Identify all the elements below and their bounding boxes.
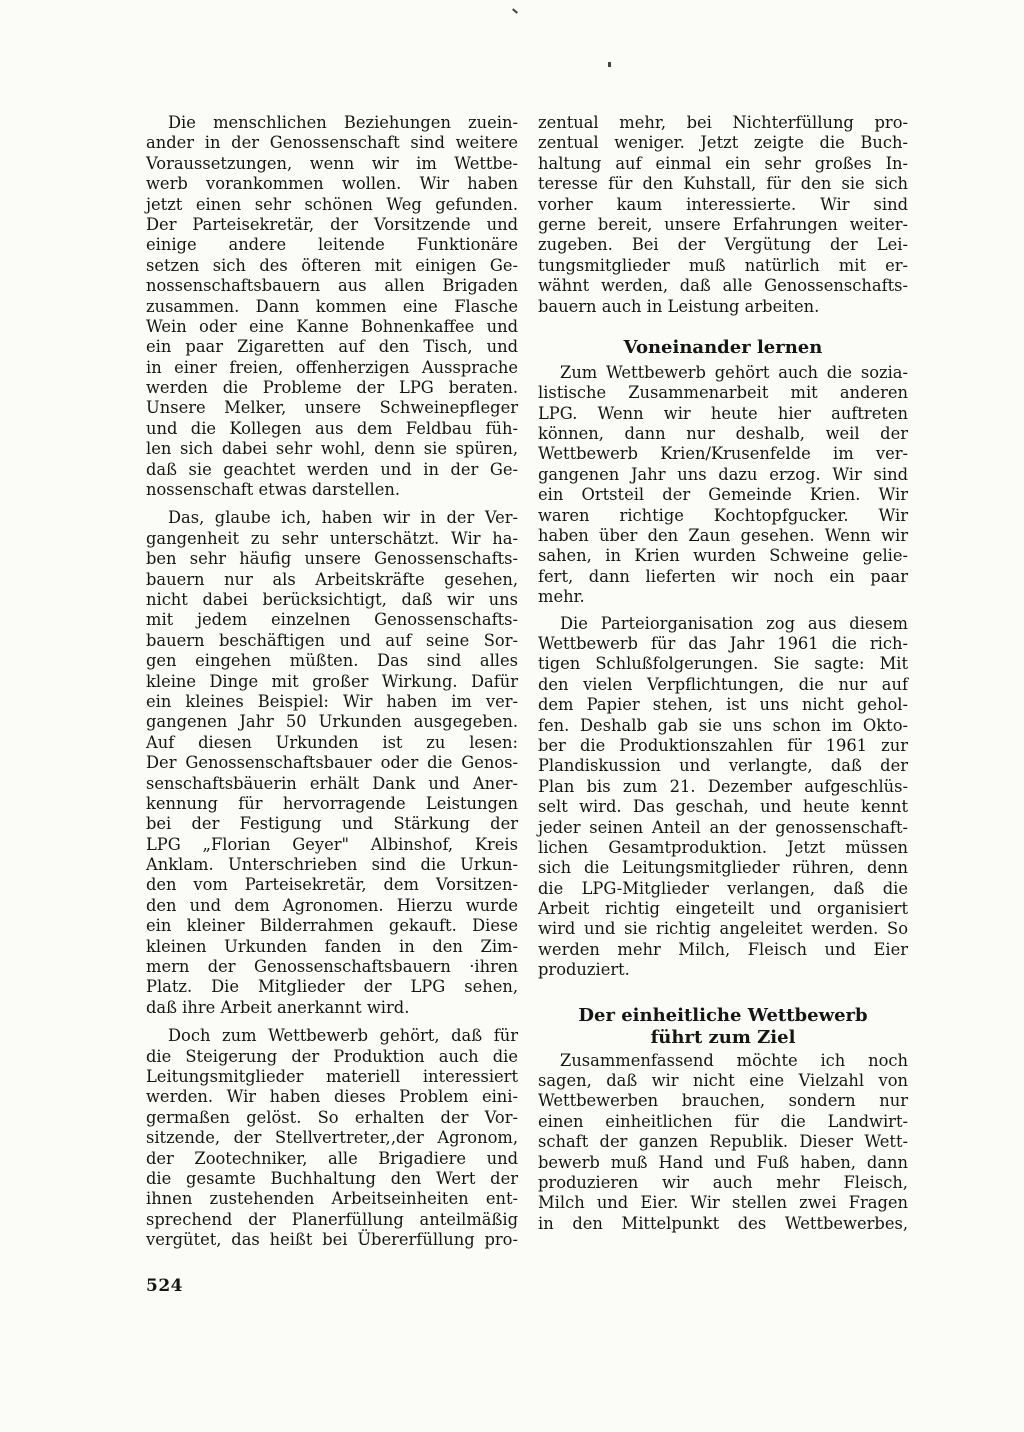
text-line: gerne bereit, unsere Erfahrungen weiter- xyxy=(538,214,908,234)
text-line: einige andere leitende Funktionäre xyxy=(146,235,518,255)
text-line: haben über den Zaun gesehen. Wenn wir xyxy=(538,526,908,546)
text-line: Milch und Eier. Wir stellen zwei Fragen xyxy=(538,1193,908,1213)
right-column xyxy=(538,113,908,1234)
text-line: produziert. xyxy=(538,960,630,980)
text-line: daß sie geachtet werden und in der Ge- xyxy=(146,459,518,479)
text-line: germaßen gelöst. So erhalten der Vor- xyxy=(146,1107,518,1127)
text-line: nossenschaftsbauern aus allen Brigaden xyxy=(146,276,518,296)
text-line: bauern nur als Arbeitskräfte gesehen, xyxy=(146,569,518,589)
text-line: zentual weniger. Jetzt zeigte die Buch- xyxy=(538,133,908,153)
text-line: Wettbewerb für das Jahr 1961 die rich- xyxy=(538,633,908,653)
text-line: produzieren wir auch mehr Fleisch, xyxy=(538,1172,908,1192)
text-line: Wein oder eine Kanne Bohnenkaffee und xyxy=(146,316,518,336)
text-line: einen einheitlichen für die Landwirt- xyxy=(538,1111,908,1131)
text-line: sich die Leitungsmitglieder rühren, denn xyxy=(538,858,908,878)
text-line: sprechend der Planerfüllung anteilmäßig xyxy=(146,1209,518,1229)
text-line: Leitungsmitglieder materiell interessiert xyxy=(146,1066,518,1086)
text-line: LPG „Florian Geyer" Albinshof, Kreis xyxy=(146,834,518,854)
text-line: haltung auf einmal ein sehr großes In- xyxy=(538,153,908,173)
text-line: Unsere Melker, unsere Schweinepfleger xyxy=(146,398,518,418)
text-line: listische Zusammenarbeit mit anderen xyxy=(538,383,908,403)
text-line: werden. Wir haben dieses Problem eini- xyxy=(146,1087,518,1107)
text-line: gangenen Jahr 50 Urkunden ausgegeben. xyxy=(146,712,518,732)
text-line: tungsmitglieder muß natürlich mit er- xyxy=(538,255,908,275)
text-line: fert, dann lieferten wir noch ein paar xyxy=(538,566,908,586)
text-line: wird und sie richtig angeleitet werden. So xyxy=(538,919,908,939)
text-line: nicht dabei berücksichtigt, daß wir uns xyxy=(146,589,518,609)
text-line: wähnt werden, daß alle Genossenschafts- xyxy=(538,276,908,296)
text-line: ein Ortsteil der Gemeinde Krien. Wir xyxy=(538,485,908,505)
text-line: sagen, daß wir nicht eine Vielzahl von xyxy=(538,1071,908,1091)
text-line: ein kleiner Bilderrahmen gekauft. Diese xyxy=(146,916,518,936)
text-line: selt wird. Das geschah, und heute kennt xyxy=(538,797,908,817)
text-line: mit jedem einzelnen Genossenschafts- xyxy=(146,610,518,630)
text-line: nossenschaft etwas darstellen. xyxy=(146,480,401,500)
section-heading-continued: führt zum Ziel xyxy=(650,1026,796,1048)
text-line: sitzende, der Stellvertreter,‚der Agronom, xyxy=(146,1128,518,1148)
text-line: vorher kaum interessierte. Wir sind xyxy=(538,194,908,214)
text-line: jeder seinen Anteil an der genossenschaft- xyxy=(538,817,908,837)
text-line: Das, glaube ich, haben wir in der Ver- xyxy=(168,508,518,528)
text-line: Die Parteiorganisation zog aus diesem xyxy=(560,613,908,633)
text-line: teresse für den Kuhstall, für den sie sich xyxy=(538,174,908,194)
text-line: der Zootechniker, alle Brigadiere und xyxy=(146,1148,518,1168)
paragraph-spacer xyxy=(538,981,908,1005)
text-line: zugeben. Bei der Vergütung der Lei- xyxy=(538,235,908,255)
text-line: Zusammenfassend möchte ich noch xyxy=(560,1050,908,1070)
text-line: ben sehr häufig unsere Genossenschafts- xyxy=(146,549,518,569)
text-line: Plandiskussion und verlangte, daß der xyxy=(538,756,908,776)
text-line: Die menschlichen Beziehungen zuein- xyxy=(168,113,518,132)
text-line: Der Parteisekretär, der Vorsitzende und xyxy=(146,214,518,234)
text-line: gangenen Jahr uns dazu erzog. Wir sind xyxy=(538,464,908,484)
text-line: in einer freien, offenherzigen Aussprache xyxy=(146,357,518,377)
text-line: Plan bis zum 21. Dezember aufgeschlüs- xyxy=(538,776,908,796)
text-line: Doch zum Wettbewerb gehört, daß für xyxy=(168,1026,518,1046)
text-line: die LPG-Mitglieder verlangen, daß die xyxy=(538,878,908,898)
text-line: Anklam. Unterschrieben sind die Urkun- xyxy=(146,855,518,875)
text-line: ander in der Genossenschaft sind weitere xyxy=(146,133,518,153)
text-line: ein paar Zigaretten auf den Tisch, und xyxy=(146,337,518,357)
text-line: mern der Genossenschaftsbauern ·ihren xyxy=(146,957,518,977)
text-line: bauern auch in Leistung arbeiten. xyxy=(538,296,820,316)
text-line: Wettbewerben brauchen, sondern nur xyxy=(538,1091,908,1111)
paragraph-spacer xyxy=(146,500,518,508)
text-line: vergütet, das heißt bei Übererfüllung pro- xyxy=(146,1230,518,1250)
text-line: können, dann nur deshalb, weil der xyxy=(538,424,908,444)
text-line: Wettbewerb Krien/Krusenfelde im ver- xyxy=(538,444,908,464)
text-line: jetzt einen sehr schönen Weg gefunden. xyxy=(146,194,518,214)
scan-mark-dot xyxy=(608,62,611,67)
scan-mark-top xyxy=(512,8,518,13)
text-line: Der Genossenschaftsbauer oder die Genos- xyxy=(146,753,518,773)
text-line: LPG. Wenn wir heute hier auftreten xyxy=(538,403,908,423)
paragraph-spacer xyxy=(146,1018,518,1026)
text-line: kleine Dinge mit großer Wirkung. Dafür xyxy=(146,671,518,691)
text-line: sahen, in Krien wurden Schweine gelie- xyxy=(538,546,908,566)
text-line: len sich dabei sehr wohl, denn sie spüren, xyxy=(146,439,518,459)
text-line: setzen sich des öfteren mit einigen Ge- xyxy=(146,255,518,275)
text-line: Zum Wettbewerb gehört auch die sozia- xyxy=(560,362,908,382)
text-line: ein kleines Beispiel: Wir haben im ver- xyxy=(146,691,518,711)
text-line: den und dem Agronomen. Hierzu wurde xyxy=(146,895,518,915)
text-line: gen eingehen müßten. Das sind alles xyxy=(146,651,518,671)
text-line: den vom Parteisekretär, dem Vorsitzen- xyxy=(146,875,518,895)
text-line: waren richtige Kochtopfgucker. Wir xyxy=(538,505,908,525)
text-line: Voraussetzungen, wenn wir im Wettbe- xyxy=(146,153,518,173)
text-line: werden die Probleme der LPG beraten. xyxy=(146,378,518,398)
text-line: lichen Gesamtproduktion. Jetzt müssen xyxy=(538,837,908,857)
text-line: gangenheit zu sehr unterschätzt. Wir ha- xyxy=(146,528,518,548)
text-line: ber die Produktionszahlen für 1961 zur xyxy=(538,735,908,755)
text-line: daß ihre Arbeit anerkannt wird. xyxy=(146,997,410,1017)
text-line: mehr. xyxy=(538,587,585,607)
text-line: bei der Festigung und Stärkung der xyxy=(146,814,518,834)
text-line: Auf diesen Urkunden ist zu lesen: xyxy=(146,732,518,752)
text-line: Platz. Die Mitglieder der LPG sehen, xyxy=(146,977,518,997)
section-heading: Der einheitliche Wettbewerb xyxy=(578,1004,868,1026)
text-line: fen. Deshalb gab sie uns schon im Okto- xyxy=(538,715,908,735)
text-line: kennung für hervorragende Leistungen xyxy=(146,793,518,813)
paragraph-spacer xyxy=(538,317,908,337)
text-line: dem Papier stehen, ist uns nicht gehol- xyxy=(538,695,908,715)
text-line: zentual mehr, bei Nichterfüllung pro- xyxy=(538,113,908,132)
text-line: den vielen Verpflichtungen, die nur auf xyxy=(538,674,908,694)
page-number: 524 xyxy=(146,1276,183,1296)
text-line: werb vorankommen wollen. Wir haben xyxy=(146,174,518,194)
text-line: bauern beschäftigen und auf seine Sor- xyxy=(146,630,518,650)
text-line: zusammen. Dann kommen eine Flasche xyxy=(146,296,518,316)
text-line: bewerb muß Hand und Fuß haben, dann xyxy=(538,1152,908,1172)
text-line: schaft der ganzen Republik. Dieser Wett- xyxy=(538,1132,908,1152)
text-line: kleinen Urkunden fanden in den Zim- xyxy=(146,936,518,956)
left-column xyxy=(146,113,518,1250)
text-line: werden mehr Milch, Fleisch und Eier xyxy=(538,939,908,959)
text-line: und die Kollegen aus dem Feldbau füh- xyxy=(146,418,518,438)
text-line: ihnen zustehenden Arbeitseinheiten ent- xyxy=(146,1189,518,1209)
text-line: in den Mittelpunkt des Wettbewerbes, xyxy=(538,1213,908,1233)
text-line: tigen Schlußfolgerungen. Sie sagte: Mit xyxy=(538,654,908,674)
text-line: senschaftsbäuerin erhält Dank und Aner- xyxy=(146,773,518,793)
text-line: die gesamte Buchhaltung den Wert der xyxy=(146,1168,518,1188)
section-heading: Voneinander lernen xyxy=(623,336,823,358)
text-line: Arbeit richtig eingeteilt und organisiert xyxy=(538,899,908,919)
text-line: die Steigerung der Produktion auch die xyxy=(146,1046,518,1066)
